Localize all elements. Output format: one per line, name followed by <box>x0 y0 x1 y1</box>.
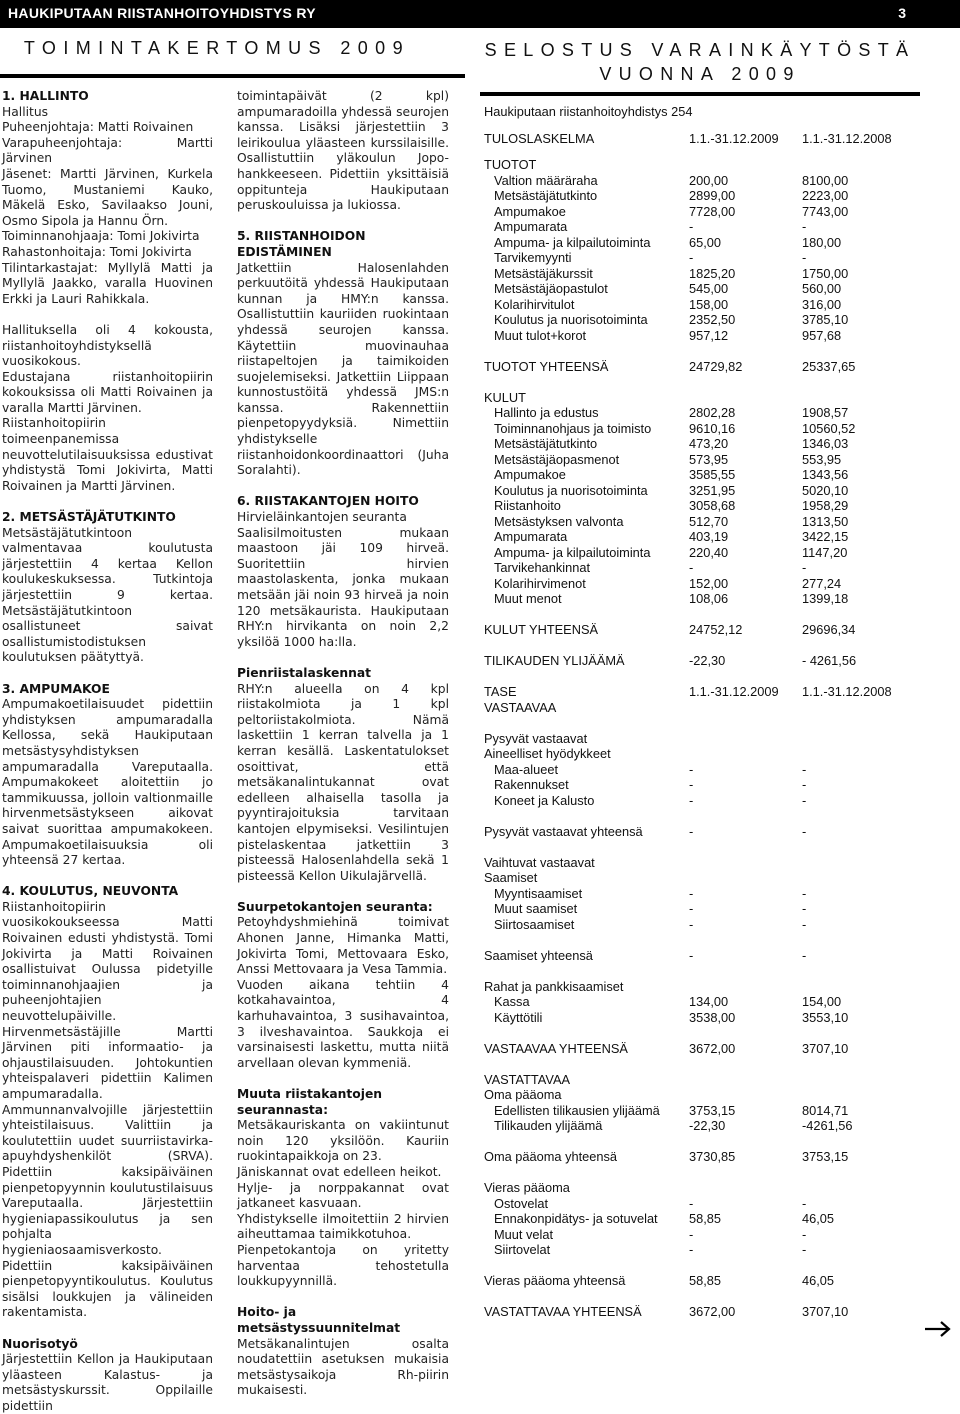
value-2009: 108,06 <box>689 591 729 606</box>
statement-row <box>484 204 954 220</box>
value-2008: - <box>802 1226 807 1242</box>
row-label: VASTATTAVAA YHTEENSÄ <box>484 1304 642 1319</box>
row-spacer <box>484 343 954 359</box>
statement-row <box>484 297 954 313</box>
value-2009: 3672,00 <box>689 1304 736 1319</box>
row-label: Edellisten tilikausien ylijäämä <box>494 1102 660 1118</box>
arrow-right-icon <box>924 1320 952 1338</box>
paragraph: Hylje- ja norppakannat ovat jatkaneet kasvuaan. <box>237 1180 449 1211</box>
value-2009: 220,40 <box>689 544 729 560</box>
section-heading: 6. RIISTAKANTOJEN HOITO <box>237 494 419 509</box>
statement-row <box>484 979 954 995</box>
statement-row <box>484 901 954 917</box>
value-2009: - <box>689 777 694 792</box>
row-label: Vaihtuvat vastaavat <box>484 854 595 870</box>
statement-row <box>484 328 954 344</box>
value-2009: 1.1.-31.12.2009 <box>689 130 779 146</box>
statement-row <box>484 622 954 638</box>
paragraph: Edustajana riistanhoitopiirin kokouksissa oli Matti Roivainen ja varalla Martti Järvinen. <box>2 369 213 415</box>
row-label: Pysyvät vastaavat <box>484 730 588 746</box>
statement-row <box>484 1227 954 1243</box>
row-label: Kassa <box>494 994 530 1009</box>
value-2008: 2223,00 <box>802 188 849 203</box>
statement-row <box>484 514 954 530</box>
value-2008: - <box>802 947 807 963</box>
row-spacer <box>484 374 954 390</box>
paragraph: toimintapäivät (2 kpl) ampumaradoilla yhdessä seurojen kanssa. Lisäksi järjestettiin 3 leirikoulua yläasteen kurssilaisille. Osallistuttiin yläkoulun Jopo-hankkeeseen. Pidettiin yksittäisiä oppitunteja Haukiputaan peruskouluissa ja lukiossa. <box>237 89 449 213</box>
row-label: Valtion määräraha <box>494 172 598 188</box>
row-label: Metsästäjätutkinto <box>494 436 598 451</box>
statement-row <box>484 870 954 886</box>
statement-row <box>484 359 954 375</box>
statement-row <box>484 994 954 1010</box>
paragraph: Jäniskannat ovat edelleen heikot. <box>237 1164 442 1179</box>
row-label: TILIKAUDEN YLIJÄÄMÄ <box>484 653 625 668</box>
value-2009: 1825,20 <box>689 265 736 281</box>
value-2008: 3707,10 <box>802 1304 849 1319</box>
value-2009: 3538,00 <box>689 1009 736 1025</box>
value-2008: 46,05 <box>802 1273 835 1288</box>
row-label: KULUT YHTEENSÄ <box>484 622 599 637</box>
statement-row <box>484 250 954 266</box>
statement-row <box>484 281 954 297</box>
row-label: Ennakonpidätys- ja sotuvelat <box>494 1211 658 1226</box>
value-2009: 152,00 <box>689 575 729 591</box>
value-2008: 1147,20 <box>802 544 848 560</box>
row-label: Koulutus ja nuorisotoiminta <box>494 312 648 327</box>
financial-statement-table <box>484 104 954 1320</box>
row-label: Vieras pääoma yhteensä <box>484 1273 626 1288</box>
value-2009: 58,85 <box>689 1211 722 1226</box>
value-2008: 46,05 <box>802 1211 835 1226</box>
statement-row <box>484 1180 954 1196</box>
statement-row <box>484 452 954 468</box>
paragraph: Hallitus <box>2 104 49 119</box>
row-spacer <box>484 1289 954 1305</box>
row-label: Siirtosaamiset <box>494 916 575 932</box>
row-label: Ampumarata <box>494 219 568 234</box>
row-spacer <box>484 669 954 685</box>
row-spacer <box>484 1134 954 1150</box>
row-label: TASE <box>484 684 517 699</box>
statement-row <box>484 1304 954 1320</box>
row-label: Tarvikehankinnat <box>494 560 591 575</box>
statement-row <box>484 855 954 871</box>
value-2008: 29696,34 <box>802 622 856 637</box>
value-2009: 2352,50 <box>689 312 736 327</box>
page-number: 3 <box>898 5 906 21</box>
statement-row <box>484 483 954 499</box>
value-2008: 1.1.-31.12.2008 <box>802 684 892 699</box>
value-2008: - <box>802 219 807 234</box>
section-heading: Nuorisotyö <box>2 1336 78 1351</box>
value-2008: 8100,00 <box>802 172 849 188</box>
row-label: Ampumakoe <box>494 467 566 482</box>
value-2009: -22,30 <box>689 653 726 668</box>
value-2009: 58,85 <box>689 1273 722 1288</box>
row-label: Toiminnanohjaus ja toimisto <box>494 420 652 436</box>
row-label: Ampuma- ja kilpailutoiminta <box>494 234 651 250</box>
row-label: Metsästyksen valvonta <box>494 513 624 529</box>
row-label: Saamiset <box>484 870 538 885</box>
value-2009: - <box>689 1242 694 1257</box>
value-2009: 3672,00 <box>689 1040 736 1056</box>
value-2009: 403,19 <box>689 529 729 544</box>
row-spacer <box>484 932 954 948</box>
value-2008: 3422,15 <box>802 529 849 544</box>
statement-row <box>484 777 954 793</box>
section-heading: 3. AMPUMAKOE <box>2 681 110 696</box>
value-2009: 1.1.-31.12.2009 <box>689 684 779 699</box>
statement-row <box>484 1211 954 1227</box>
page-header-bar <box>0 0 960 28</box>
value-2008: 5020,10 <box>802 482 849 498</box>
row-spacer <box>484 963 954 979</box>
value-2008: 7743,00 <box>802 203 849 219</box>
value-2009: 65,00 <box>689 234 722 250</box>
report-column-1 <box>2 89 213 1414</box>
statement-row <box>484 1072 954 1088</box>
statement-row <box>484 591 954 607</box>
value-2009: - <box>689 560 694 575</box>
paragraph: Metsäkanalintujen osalta noudatettiin asetuksen mukaisia metsästysaikoja Rh-piirin mukaisesti. <box>237 1336 449 1398</box>
value-2009: - <box>689 792 694 808</box>
value-2008: - 4261,56 <box>802 653 857 668</box>
value-2009: - <box>689 250 694 265</box>
statement-row <box>484 684 954 700</box>
value-2008: 25337,65 <box>802 358 856 374</box>
value-2008: 180,00 <box>802 234 842 250</box>
statement-row <box>484 560 954 576</box>
row-label: Metsästäjäopastulot <box>494 281 608 296</box>
financial-statement-heading <box>480 38 920 96</box>
value-2009: 134,00 <box>689 994 729 1009</box>
statement-row <box>484 104 954 120</box>
paragraph: Tilintarkastajat: Myllylä Matti ja Myllylä Jaakko, varalla Huovinen Erkki ja Lauri Rahikkala. <box>2 260 213 306</box>
value-2008: - <box>802 823 807 839</box>
row-spacer <box>484 715 954 731</box>
statement-row <box>484 746 954 762</box>
paragraph: Rahastonhoitaja: Tomi Jokivirta <box>2 244 192 259</box>
row-label: Ampuma- ja kilpailutoiminta <box>494 544 651 560</box>
section-heading: 5. RIISTANHOIDON EDISTÄMINEN <box>237 229 366 259</box>
value-2008: 3553,10 <box>802 1009 849 1025</box>
value-2008: 1908,57 <box>802 405 849 420</box>
paragraph: Riistanhoitopiirin toimeenpanemissa neuvottelutilaisuuksissa edustivat yhdistystä Tomi Jokivirta, Matti Roivainen ja Martti Järvinen. <box>2 416 213 493</box>
value-2009: 512,70 <box>689 513 729 529</box>
row-label: TUOTOT YHTEENSÄ <box>484 358 609 374</box>
row-label: Hallinto ja edustus <box>494 405 599 420</box>
paragraph: Vuoden aikana tehtiin 4 kotkahavaintoa, 4 karhuhavaintoa, 3 susihavaintoa, 3 ilveshavaintoa. Saukkoja ei varsinaisesti laskettu, mutta niitä arvellaan olevan kymmeniä. <box>237 977 449 1070</box>
statement-row <box>484 498 954 514</box>
value-2008: 1399,18 <box>802 591 849 606</box>
row-label: Kolarihirvitulot <box>494 296 575 312</box>
row-label: VASTATTAVAA <box>484 1071 571 1087</box>
row-label: Ostovelat <box>494 1195 549 1211</box>
row-label: Riistanhoito <box>494 498 561 513</box>
statement-row <box>484 188 954 204</box>
statement-row <box>484 235 954 251</box>
value-2009: - <box>689 219 694 234</box>
row-label: Rakennukset <box>494 777 569 792</box>
value-2009: 9610,16 <box>689 420 736 436</box>
statement-row <box>484 700 954 716</box>
row-label: VASTAAVAA YHTEENSÄ <box>484 1040 628 1056</box>
statement-row <box>484 529 954 545</box>
value-2008: 560,00 <box>802 281 842 296</box>
row-label: Tarvikemyynti <box>494 250 572 265</box>
paragraph: Yhdistykselle ilmoitettiin 2 hirvien aiheuttamaa taimikkotuhoa. <box>237 1211 449 1242</box>
statement-row <box>484 1010 954 1026</box>
row-label: Ampumakoe <box>494 203 566 219</box>
statement-row <box>484 405 954 421</box>
section-heading: 4. KOULUTUS, NEUVONTA <box>2 884 179 899</box>
statement-row <box>484 1087 954 1103</box>
financial-title-line-2: VUONNA 2009 <box>599 64 801 84</box>
value-2008: 553,95 <box>802 451 842 467</box>
value-2009: 3585,55 <box>689 467 736 482</box>
paragraph: Varapuheenjohtaja: Martti Järvinen <box>2 135 213 166</box>
value-2009: 2899,00 <box>689 188 736 203</box>
value-2008: 1346,03 <box>802 436 849 451</box>
row-label: Koneet ja Kalusto <box>494 792 595 808</box>
row-label: Metsästäjäopasmenot <box>494 451 620 467</box>
statement-row <box>484 173 954 189</box>
value-2009: - <box>689 1226 694 1242</box>
row-label: Aineelliset hyödykkeet <box>484 746 611 761</box>
value-2009: 3730,85 <box>689 1149 736 1164</box>
section-heading: Muuta riistakantojen seurannasta: <box>237 1087 383 1117</box>
row-label: Kolarihirvimenot <box>494 575 586 591</box>
paragraph: Hirvieläinkantojen seuranta <box>237 510 407 525</box>
statement-row <box>484 1242 954 1258</box>
row-spacer <box>484 146 954 157</box>
row-label: Myyntisaamiset <box>494 885 583 901</box>
paragraph: Jatkettiin Halosenlahden perkuutöitä yhdessä Haukiputaan kunnan ja HMY:n kanssa. Osallistuttiin kauriiden ruokintaan yhdessä seurojen kanssa. Käytettiin muovinauhaa riistapeltojen ja taimikoiden suojelemiseksi. Jatkettiin Liippaan kunnostustöitä yhdessä JMS:n kanssa. Rakennettiin pienpetopyydyksiä. Nimettiin yhdistykselle riistanhoidonkoordinaattori (Juha Soralahti). <box>237 260 449 478</box>
value-2008: 10560,52 <box>802 420 856 436</box>
value-2009: 158,00 <box>689 296 729 312</box>
row-label: Muut menot <box>494 591 562 606</box>
row-spacer <box>484 1056 954 1072</box>
statement-row <box>484 948 954 964</box>
report-column-2 <box>237 89 449 1399</box>
statement-row <box>484 421 954 437</box>
value-2008: 3785,10 <box>802 312 849 327</box>
section-heading: Suurpetokantojen seuranta: <box>237 899 433 914</box>
statement-row <box>484 390 954 406</box>
paragraph: Toiminnanohjaaja: Tomi Jokivirta <box>2 229 200 244</box>
statement-row <box>484 157 954 173</box>
statement-row <box>484 1118 954 1134</box>
value-2008: - <box>802 901 807 916</box>
paragraph: Järjestettiin Kellon ja Haukiputaan yläasteen Kalastus- ja metsästyskurssit. Oppilaille pidettiin <box>2 1352 213 1413</box>
value-2009: 545,00 <box>689 281 729 296</box>
paragraph: RHY:n alueella on 4 kpl riistakolmiota ja 1 kpl peltoriistakolmiota. Nämä laskettiin 1 kerran talvella ja 1 kerran kesällä. Laskentatulokset osoittivat, että metsäkanalintukannat ovat edelleen alhaisella tasolla ja pyyntirajoituksia tarvitaan kantojen elpymiseksi. Vesilintujen pistelaskentaa jatkettiin 3 pisteessä Halosenlahdella sekä 1 pisteessä Kellon Uikulajärvellä. <box>237 681 449 883</box>
paragraph: Puheenjohtaja: Matti Roivainen <box>2 120 194 135</box>
paragraph: Jäsenet: Martti Järvinen, Kurkela Tuomo, Mustaniemi Kauko, Mäkelä Esko, Savilaakso Jouni, Osmo Sipola ja Hannu Örn. <box>2 166 213 228</box>
row-label: Käyttötili <box>494 1009 543 1025</box>
value-2009: 3753,15 <box>689 1102 736 1118</box>
value-2008: - <box>802 1195 807 1211</box>
statement-row <box>484 917 954 933</box>
value-2008: 1.1.-31.12.2008 <box>802 130 892 146</box>
row-label: Maa-alueet <box>494 761 559 777</box>
row-label: Oma pääoma <box>484 1087 562 1102</box>
statement-row <box>484 576 954 592</box>
row-label: Haukiputaan riistanhoitoyhdistys 254 <box>484 104 693 119</box>
row-spacer <box>484 808 954 824</box>
section-heading: 1. HALLINTO <box>2 89 89 103</box>
paragraph: Hallituksella oli 4 kokousta, riistanhoitoyhdistyksellä vuosikokous. <box>2 322 213 369</box>
statement-row <box>484 131 954 147</box>
row-label: TUOTOT <box>484 157 537 172</box>
statement-row <box>484 312 954 328</box>
value-2008: - <box>802 250 807 265</box>
value-2009: - <box>689 885 694 901</box>
statement-row <box>484 1273 954 1289</box>
statement-row <box>484 1041 954 1057</box>
paragraph: Metsästäjätutkintoon valmentavaa koulutusta järjestettiin 4 kertaa Kellon koulukeskuksessa. Tutkintoja järjestettiin 9 kertaa. Metsästäjätutkintoon osallistuneet saivat osallistumistodistuksen koulutuksen päätyttyä. <box>2 525 213 665</box>
value-2008: 1958,29 <box>802 498 849 513</box>
value-2009: - <box>689 916 694 932</box>
row-label: Saamiset yhteensä <box>484 947 593 963</box>
value-2009: 473,20 <box>689 436 729 451</box>
value-2008: 1313,50 <box>802 513 849 529</box>
value-2008: - <box>802 916 807 932</box>
row-spacer <box>484 638 954 654</box>
row-spacer <box>484 839 954 855</box>
heading-rule <box>480 92 920 96</box>
row-label: Muut saamiset <box>494 901 578 916</box>
value-2009: 573,95 <box>689 451 729 467</box>
statement-row <box>484 266 954 282</box>
value-2009: - <box>689 901 694 916</box>
value-2008: 316,00 <box>802 296 842 312</box>
statement-row <box>484 1196 954 1212</box>
annual-report-heading <box>0 38 465 62</box>
paragraph: Ampumakoetilaisuudet pidettiin yhdistyksen ampumaradalla Kellossa, sekä Haukiputaan metsästysyhdistyksen ampumaradalla Vareputaalla. Ampumakokeet aloitettiin jo tammikuussa, jolloin valtionmaille hirvenmetsästykseen aikovat saivat suorittaa ampumakokeen. Ampumakoetilaisuuksia oli yhteensä 27 kertaa. <box>2 697 213 868</box>
section-heading: Hoito- ja metsästyssuunnitelmat <box>237 1305 401 1335</box>
row-label: VASTAAVAA <box>484 699 557 715</box>
statement-row <box>484 793 954 809</box>
section-heading: 2. METSÄSTÄJÄTUTKINTO <box>2 510 176 525</box>
paragraph: Metsäkauriskanta on vakiintunut noin 120 yksilöön. Kauriin ruokintapaikkoja on 23. <box>237 1118 449 1164</box>
value-2009: 3058,68 <box>689 498 736 513</box>
row-label: Koulutus ja nuorisotoiminta <box>494 482 648 498</box>
value-2008: 1343,56 <box>802 467 849 482</box>
value-2009: - <box>689 947 694 963</box>
value-2009: 24729,82 <box>689 358 743 374</box>
value-2008: 1750,00 <box>802 265 849 281</box>
value-2009: - <box>689 823 694 839</box>
value-2008: 154,00 <box>802 994 842 1009</box>
paragraph: Petoyhdyshmiehinä toimivat Ahonen Janne, Himanka Matti, Jokivirta Tomi, Mettovaara Esko, Anssi Mettovaara ja Vesa Tammia. <box>237 915 449 977</box>
value-2008: - <box>802 885 807 901</box>
paragraph: Pienpetokantoja on yritetty harventaa tehostetulla loukkupyynnillä. <box>237 1242 449 1289</box>
financial-title-line-1: SELOSTUS VARAINKÄYTÖSTÄ <box>484 40 916 60</box>
heading-rule <box>0 74 465 78</box>
row-label: Ampumarata <box>494 529 568 544</box>
statement-row <box>484 436 954 452</box>
statement-row <box>484 1149 954 1165</box>
section-heading: Pienriistalaskennat <box>237 665 372 680</box>
value-2009: 200,00 <box>689 172 729 188</box>
statement-row <box>484 467 954 483</box>
publication-title: HAUKIPUTAAN RIISTANHOITOYHDISTYS RY <box>8 5 316 21</box>
value-2008: 3707,10 <box>802 1040 849 1056</box>
statement-row <box>484 731 954 747</box>
annual-report-title: TOIMINTAKERTOMUS 2009 <box>23 38 410 58</box>
paragraph: Saalisilmoitusten mukaan maastoon jäi 109 hirveä. Suoritettiin hirvien maastolaskenta, jonka mukaan metsään jäi noin 93 hirveä ja noin 120 metsäkaurista. Haukiputaan RHY:n hirvikanta on noin 2,2 yksilöä 1000 ha:lla. <box>237 525 449 649</box>
row-spacer <box>484 1025 954 1041</box>
value-2008: 957,68 <box>802 327 842 343</box>
row-spacer <box>484 1258 954 1274</box>
value-2009: 24752,12 <box>689 622 743 637</box>
row-label: Metsästäjäkurssit <box>494 265 593 281</box>
row-spacer <box>484 1165 954 1181</box>
statement-row <box>484 545 954 561</box>
row-label: Rahat ja pankkisaamiset <box>484 978 624 994</box>
value-2008: - <box>802 792 807 808</box>
row-label: Oma pääoma yhteensä <box>484 1149 618 1164</box>
statement-row <box>484 219 954 235</box>
value-2009: 2802,28 <box>689 405 736 420</box>
row-label: Siirtovelat <box>494 1242 551 1257</box>
statement-row <box>484 824 954 840</box>
row-label: Metsästäjätutkinto <box>494 188 598 203</box>
value-2008: - <box>802 777 807 792</box>
row-label: TULOSLASKELMA <box>484 130 595 146</box>
row-label: KULUT <box>484 389 526 405</box>
statement-row <box>484 762 954 778</box>
value-2009: - <box>689 1195 694 1211</box>
row-label: Pysyvät vastaavat yhteensä <box>484 823 643 839</box>
value-2008: 8014,71 <box>802 1102 849 1118</box>
row-label: Vieras pääoma <box>484 1180 570 1195</box>
statement-row <box>484 1103 954 1119</box>
value-2008: - <box>802 560 807 575</box>
row-spacer <box>484 607 954 623</box>
value-2009: - <box>689 761 694 777</box>
value-2008: 277,24 <box>802 575 842 591</box>
paragraph: Riistanhoitopiirin vuosikokoukseessa Matti Roivainen edusti yhdistystä. Tomi Jokivirta ja Matti Roivainen osallistuivat Oulussa pidetyille toiminnanohjaajien ja puheenjohtajien neuvottelupäiville. Hirvenmetsästäjille Martti Järvinen piti informaatio- ja ohjaustilaisuuden. Johtokuntien yhteispalaveri pidettiin Kalimen ampumaradalla. Ammunnanvalvojille järjestettiin yhteistilaisuus. Valittiin ja koulutettiin uudet suurriistavirka-apuyhdyshenkilöt (SRVA). Pidettiin kaksipäiväinen pienpetopyynnin koulutustilaisuus Vareputaalla. Järjestettiin hygieniapassikoulutus ja sen pohjalta hygieniaosaamisverkosto. Pidettiin kaksipäiväinen pienpetopyyntikoulutus. Koulutus sisälsi loukkujen ja välineiden rakentamista. <box>2 899 213 1320</box>
row-spacer <box>484 120 954 131</box>
value-2009: 3251,95 <box>689 482 736 498</box>
value-2008: - <box>802 1242 807 1257</box>
value-2008: -4261,56 <box>802 1118 853 1133</box>
value-2008: 3753,15 <box>802 1149 849 1164</box>
value-2008: - <box>802 761 807 777</box>
value-2009: 7728,00 <box>689 203 736 219</box>
row-label: Muut velat <box>494 1226 554 1242</box>
value-2009: -22,30 <box>689 1118 726 1133</box>
row-label: Tilikauden ylijäämä <box>494 1118 603 1133</box>
row-label: Muut tulot+korot <box>494 327 587 343</box>
statement-row <box>484 886 954 902</box>
value-2009: 957,12 <box>689 327 729 343</box>
statement-row <box>484 653 954 669</box>
